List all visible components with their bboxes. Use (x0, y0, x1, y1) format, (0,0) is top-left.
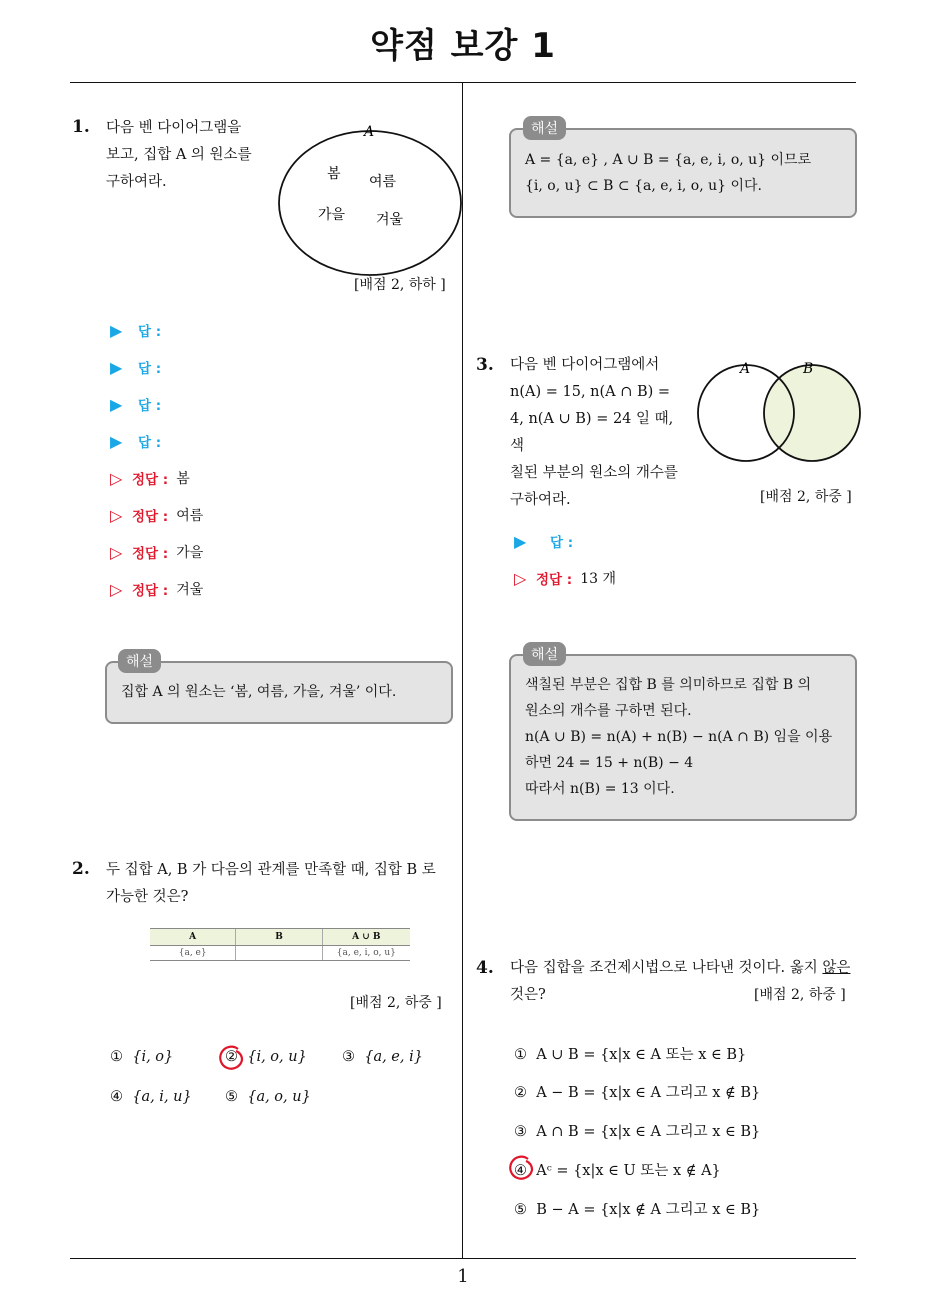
q4-choice-3[interactable] (514, 1120, 760, 1141)
q3-number: 3. (476, 355, 494, 375)
q2-explanation-line: A = {a, e} , A ∪ B = {a, e, i, o, u} 이므로 (525, 152, 812, 168)
q3-text-line: 다음 벤 다이어그램에서 (510, 357, 660, 373)
q4-text-line (510, 955, 862, 982)
table-cell: {a, e, i, o, u} (322, 946, 410, 961)
correct-label: 정답 : (536, 572, 573, 588)
choice-mark: ⑤ (225, 1089, 238, 1105)
q2-answer-circle-icon (216, 1044, 246, 1074)
choice-mark: ④ (514, 1163, 527, 1179)
choice-text: B − A = {x|x ∉ A 그리고 x ∈ B} (536, 1202, 761, 1218)
q2-text (106, 857, 458, 911)
answer-label: 답 : (138, 361, 162, 377)
correct-answer: 여름 (176, 508, 204, 524)
triangle-icon: ▶ (110, 320, 123, 340)
q3-explanation-line: 색칠된 부분은 집합 B 를 의미하므로 집합 B 의 (525, 677, 812, 693)
q1-venn-diagram (275, 120, 465, 280)
q3-venn-diagram (690, 355, 865, 470)
correct-label: 정답 : (132, 583, 169, 599)
q2-explanation-box (509, 128, 857, 218)
q2-explanation-text (525, 147, 811, 199)
q1-answer-list (110, 320, 203, 599)
triangle-outline-icon: ▷ (514, 568, 527, 588)
q4-choice-4[interactable] (514, 1159, 721, 1180)
correct-answer-row (110, 505, 203, 525)
q2-score: [배점 2, 하중 ] (350, 995, 442, 1011)
q2-explanation-tag: 해설 (523, 116, 566, 140)
q1-text-line: 다음 벤 다이어그램을 (106, 120, 242, 136)
q3-venn-label-a: A (740, 361, 751, 377)
choice-mark: ① (514, 1047, 527, 1063)
q4-choice-2[interactable] (514, 1081, 760, 1102)
q1-number: 1. (72, 117, 90, 137)
q2-table (150, 928, 410, 961)
choice-mark: ① (110, 1049, 123, 1065)
q4-text-line: 것은? (510, 987, 546, 1003)
triangle-outline-icon: ▷ (110, 505, 123, 525)
answer-label: 답 : (550, 535, 574, 551)
answer-row (110, 394, 203, 414)
q1-explanation-text: 집합 A 의 원소는 ‘봄, 여름, 가을, 겨울’ 이다. (121, 684, 397, 700)
table-cell: {a, e} (150, 946, 236, 961)
page-title: 약점 보강 1 (370, 26, 556, 66)
correct-answer: 가을 (176, 545, 204, 561)
choice-text: {i, o, u} (247, 1049, 307, 1065)
choice-text: {i, o} (132, 1049, 174, 1065)
table-header: B (236, 929, 322, 946)
q3-text-line: n(A) = 15, n(A ∩ B) = (510, 384, 671, 400)
q2-choice-5[interactable] (225, 1089, 311, 1105)
triangle-outline-icon: ▷ (110, 468, 123, 488)
triangle-icon: ▶ (110, 357, 123, 377)
q3-explanation-line: 따라서 n(B) = 13 이다. (525, 781, 675, 797)
correct-label: 정답 : (132, 472, 169, 488)
q3-text-line: 칠된 부분의 원소의 개수를 (510, 465, 678, 481)
correct-answer-row (514, 568, 616, 588)
triangle-icon: ▶ (514, 531, 527, 551)
table-header: A ∪ B (322, 929, 410, 946)
q2-text-line: 두 집합 A, B 가 다음의 관계를 만족할 때, 집합 B 로 (106, 862, 436, 878)
choice-mark: ③ (514, 1124, 527, 1140)
q4-text-emphasis: 않은 (822, 960, 851, 976)
q3-explanation-line: 하면 24 = 15 + n(B) − 4 (525, 755, 694, 771)
choice-mark: ③ (342, 1049, 355, 1065)
q2-explanation-line: {i, o, u} ⊂ B ⊂ {a, e, i, o, u} 이다. (525, 178, 763, 194)
choice-text: Aᶜ = {x|x ∈ U 또는 x ∉ A} (536, 1163, 721, 1179)
choice-text: A − B = {x|x ∈ A 그리고 x ∉ B} (536, 1085, 761, 1101)
correct-answer-row (110, 542, 203, 562)
q2-number: 2. (72, 859, 90, 879)
triangle-icon: ▶ (110, 394, 123, 414)
choice-text: A ∪ B = {x|x ∈ A 또는 x ∈ B} (536, 1047, 747, 1063)
q3-text (510, 352, 685, 514)
correct-answer-row (110, 579, 203, 599)
answer-row (110, 320, 203, 340)
answer-row (514, 531, 616, 551)
choice-text: A ∩ B = {x|x ∈ A 그리고 x ∈ B} (536, 1124, 761, 1140)
correct-answer: 겨울 (176, 582, 204, 598)
q2-choice-1[interactable] (110, 1049, 173, 1065)
choice-text: {a, i, u} (132, 1089, 192, 1105)
q2-choice-3[interactable] (342, 1049, 423, 1065)
q4-text-part: 다음 집합을 조건제시법으로 나타낸 것이다. 옳지 (510, 960, 823, 976)
q3-venn-set-b (764, 365, 860, 461)
q1-score: [배점 2, 하하 ] (354, 277, 446, 293)
answer-row (110, 357, 203, 377)
choice-mark: ② (225, 1049, 238, 1065)
q1-venn-item: 가을 (318, 207, 346, 223)
q2-text-line: 가능한 것은? (106, 889, 189, 905)
table-header: A (150, 929, 236, 946)
table-cell (236, 946, 322, 961)
q2-choice-4[interactable] (110, 1089, 192, 1105)
q1-venn-label: A (364, 124, 375, 140)
top-rule (70, 82, 856, 83)
triangle-outline-icon: ▷ (110, 579, 123, 599)
choice-mark: ⑤ (514, 1202, 527, 1218)
q3-answer-list (514, 531, 616, 588)
q4-number: 4. (476, 958, 494, 978)
page-number: 1 (457, 1266, 469, 1287)
q1-venn-item: 봄 (327, 166, 341, 182)
q1-venn-set-a (279, 131, 461, 275)
choice-text: {a, o, u} (247, 1089, 311, 1105)
bottom-rule (70, 1258, 856, 1259)
correct-label: 정답 : (132, 546, 169, 562)
choice-mark: ④ (110, 1089, 123, 1105)
q1-venn-item: 겨울 (376, 212, 404, 228)
answer-label: 답 : (138, 324, 162, 340)
choice-mark: ② (514, 1085, 527, 1101)
correct-label: 정답 : (132, 509, 169, 525)
q1-text (106, 115, 281, 196)
correct-answer-row (110, 468, 203, 488)
q3-explanation-box (509, 654, 857, 821)
correct-answer: 봄 (176, 471, 190, 487)
q4-choice-1[interactable] (514, 1043, 746, 1064)
q3-score: [배점 2, 하중 ] (760, 489, 852, 505)
q1-text-line: 보고, 집합 A 의 원소를 (106, 147, 252, 163)
q3-venn-label-b: B (803, 361, 814, 377)
q1-explanation-tag: 해설 (118, 649, 161, 673)
q1-venn-item: 여름 (369, 174, 397, 190)
q4-answer-circle-icon (506, 1154, 536, 1184)
q4-score: [배점 2, 하중 ] (754, 987, 846, 1003)
q3-explanation-line: 원소의 개수를 구하면 된다. (525, 703, 692, 719)
triangle-icon: ▶ (110, 431, 123, 451)
q3-explanation-tag: 해설 (523, 642, 566, 666)
q1-text-line: 구하여라. (106, 174, 167, 190)
choice-text: {a, e, i} (364, 1049, 423, 1065)
correct-answer: 13 개 (580, 571, 616, 587)
triangle-outline-icon: ▷ (110, 542, 123, 562)
q3-text-line: 4, n(A ∪ B) = 24 일 때, 색 (510, 411, 674, 454)
q3-explanation-text (525, 672, 832, 802)
q3-text-line: 구하여라. (510, 492, 571, 508)
q4-choice-5[interactable] (514, 1198, 760, 1219)
q3-explanation-line: n(A ∪ B) = n(A) + n(B) − n(A ∩ B) 임을 이용 (525, 729, 833, 745)
answer-label: 답 : (138, 398, 162, 414)
answer-row (110, 431, 203, 451)
answer-label: 답 : (138, 435, 162, 451)
